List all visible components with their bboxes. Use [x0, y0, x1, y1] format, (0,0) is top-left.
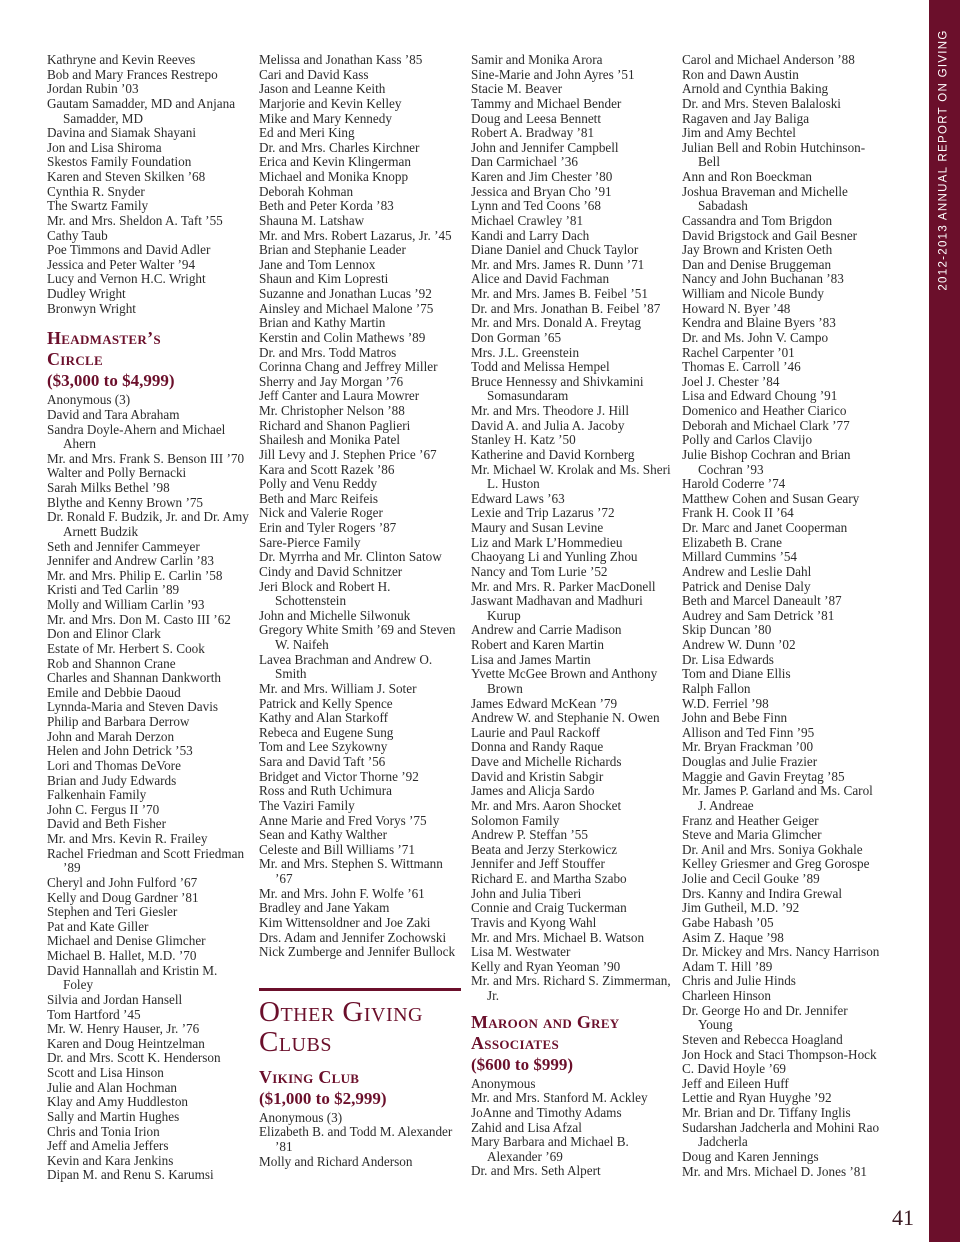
donor-name: Elizabeth B. Crane [682, 534, 782, 550]
donor-name: Franz and Heather Geiger [682, 812, 819, 828]
donor-name: Jennifer and Jeff Stouffer [471, 856, 605, 872]
donor-name: Mike and Mary Kennedy [259, 110, 392, 126]
column-2 [259, 53, 461, 1169]
donor-name: Don and Elinor Clark [47, 626, 161, 642]
donor-name: Brian and Kathy Martin [259, 315, 386, 331]
donor-name: Bob and Mary Frances Restrepo [47, 66, 218, 82]
donor-name: Suzanne and Jonathan Lucas ’92 [259, 286, 432, 301]
donor-list [47, 53, 249, 316]
donor-name: Molly and Richard Anderson [259, 1153, 413, 1169]
donor-name: Mr. James P. Garland and Ms. Carol J. Andreae [682, 783, 873, 813]
donor-name: Andrew and Carrie Madison [471, 622, 622, 638]
donor-name: John and Jennifer Campbell [471, 139, 619, 155]
donor-name: Yvette McGee Brown and Anthony Brown [471, 666, 658, 696]
donor-name: Kendra and Blaine Byers ’83 [682, 315, 836, 331]
donor-list [259, 1111, 461, 1170]
donor-name: Silvia and Jordan Hansell [47, 991, 183, 1007]
donor-name: Deborah Kohman [259, 183, 354, 199]
donor-name: David and Tara Abraham [47, 406, 180, 422]
donor-name: Polly and Carlos Clavijo [682, 432, 813, 448]
donor-name: Deborah and Michael Clark ’77 [682, 417, 850, 433]
donor-name: Michael B. Hallet, M.D. ’70 [47, 948, 197, 963]
donor-name: Mr. and Mrs. Kevin R. Frailey [47, 831, 208, 846]
donor-name: Michael and Monika Knopp [259, 169, 409, 184]
donor-name: Mr. and Mrs. Theodore J. Hill [471, 403, 629, 418]
donor-name: Seth and Jennifer Cammeyer [47, 538, 200, 554]
maroon-grey-associates-amount: ($600 to $999) [471, 1054, 573, 1074]
donor-name: Mr. Brian and Dr. Tiffany Inglis [682, 1105, 851, 1120]
donor-name: Lettie and Ryan Huyghe ’92 [682, 1090, 832, 1106]
donor-name: Mrs. J.L. Greenstein [471, 344, 580, 360]
donor-name: Polly and Venu Reddy [259, 476, 378, 492]
donor-name: Andrew W. and Stephanie N. Owen [471, 710, 660, 726]
viking-club-amount: ($1,000 to $2,999) [259, 1088, 387, 1108]
donor-name: Sine-Marie and John Ayres ’51 [471, 66, 635, 82]
donor-name: Lynnda-Maria and Steven Davis [47, 699, 219, 715]
donor-name: Mr. and Mrs. James B. Feibel ’51 [471, 286, 648, 301]
donor-name: Anonymous [471, 1075, 536, 1091]
donor-name: Mr. and Mrs. John F. Wolfe ’61 [259, 885, 425, 901]
donor-name: Katherine and David Kornberg [471, 446, 635, 462]
donor-name: Mr. and Mrs. William J. Soter [259, 680, 417, 696]
donor-name: Marjorie and Kevin Kelley [259, 95, 402, 111]
donor-name: Anonymous (3) [259, 1109, 343, 1125]
donor-name: Dr. Myrrha and Mr. Clinton Satow [259, 549, 442, 565]
donor-name: Dr. and Ms. John V. Campo [682, 329, 829, 345]
donor-name: Lucy and Vernon H.C. Wright [47, 271, 206, 287]
donor-name: Mr. and Mrs. Sheldon A. Taft ’55 [47, 212, 223, 228]
donor-name: Jim Gutheil, M.D. ’92 [682, 900, 800, 916]
donor-name: Dr. and Mrs. Jonathan B. Feibel ’87 [471, 300, 661, 316]
donor-name: James Edward McKean ’79 [471, 695, 618, 711]
donor-name: Dr. and Mrs. Charles Kirchner [259, 139, 420, 155]
donor-name: Dr. Lisa Edwards [682, 651, 774, 667]
donor-name: Ann and Ron Boeckman [682, 169, 813, 184]
donor-name: Dipan M. and Renu S. Karumsi [47, 1167, 214, 1183]
donor-name: Kara and Scott Razek ’86 [259, 461, 395, 477]
donor-name: Joshua Braveman and Michelle Sabadash [682, 183, 848, 214]
donor-name: Jeff and Eileen Huff [682, 1075, 789, 1091]
donor-name: Charles and Shannan Dankworth [47, 670, 221, 686]
donor-name: Steven and Rebecca Hoagland [682, 1031, 843, 1047]
donor-name: Cheryl and John Fulford ’67 [47, 874, 198, 890]
side-band-label-box [933, 0, 955, 320]
donor-name: Dan and Denise Bruggeman [682, 256, 832, 272]
donor-name: Tom and Diane Ellis [682, 666, 791, 682]
donor-name: Elizabeth B. and Todd M. Alexander ’81 [259, 1124, 453, 1154]
section-title-line: Associates [471, 1032, 560, 1053]
donor-name: Howard N. Byer ’48 [682, 300, 791, 316]
donor-name: Estate of Mr. Herbert S. Cook [47, 640, 205, 656]
donor-name: Jill Levy and J. Stephen Price ’67 [259, 446, 437, 462]
donor-name: John and Bebe Finn [682, 710, 788, 726]
donor-name: Julian Bell and Robin Hutchinson-Bell [682, 139, 866, 170]
donor-list [47, 393, 249, 1183]
donor-name: Jeff Canter and Laura Mowrer [259, 388, 420, 404]
donor-name: Adam T. Hill ’89 [682, 958, 773, 974]
donor-name: Mr. and Mrs. Frank S. Benson III ’70 [47, 450, 245, 466]
donor-name: Shailesh and Monika Patel [259, 432, 401, 448]
donor-name: Jessica and Peter Walter ’94 [47, 256, 196, 272]
donor-name: Sarah Milks Bethel ’98 [47, 480, 170, 495]
donor-name: Nancy and Tom Lurie ’52 [471, 563, 608, 579]
column-4 [682, 53, 884, 1179]
donor-name: Karen and Jim Chester ’80 [471, 169, 613, 184]
donor-name: Lisa and Edward Choung ’91 [682, 388, 838, 404]
donor-name: Cari and David Kass [259, 66, 369, 82]
donor-name: Frank H. Cook II ’64 [682, 505, 794, 521]
donor-name: Doug and Leesa Bennett [471, 110, 602, 126]
donor-name: Liz and Mark L’Hommedieu [471, 534, 623, 550]
donor-name: Mr. and Mrs. Richard S. Zimmerman, Jr. [471, 973, 671, 1003]
donor-name: David Hannallah and Kristin M. Foley [47, 962, 218, 993]
donor-name: David and Beth Fisher [47, 816, 167, 832]
donor-name: Brian and Stephanie Leader [259, 242, 406, 258]
donor-name: Dudley Wright [47, 286, 126, 301]
donor-name: Dr. Anil and Mrs. Soniya Gokhale [682, 841, 863, 857]
donor-name: Michael Crawley ’81 [471, 212, 584, 228]
donor-name: Mr. Bryan Frackman ’00 [682, 739, 814, 755]
donor-name: Mr. and Mrs. Michael D. Jones ’81 [682, 1163, 867, 1179]
donor-name: Jane and Tom Lennox [259, 256, 376, 272]
report-title-vertical: 2012-2013 ANNUAL REPORT ON GIVING [938, 29, 950, 291]
donor-name: Jaswant Madhavan and Madhuri Kurup [471, 593, 643, 623]
column-3 [471, 53, 673, 1179]
donor-name: Patrick and Denise Daly [682, 578, 811, 594]
donor-name: Richard and Shanon Paglieri [259, 417, 411, 433]
donor-name: Dan Carmichael ’36 [471, 154, 578, 170]
donor-name: Nick Zumberge and Jennifer Bullock [259, 944, 456, 960]
donor-name: Allison and Ted Finn ’95 [682, 724, 815, 740]
section-title-line: Circle [47, 349, 103, 370]
donor-name: James and Alicja Sardo [471, 783, 595, 799]
donor-name: Jolie and Cecil Gouke ’89 [682, 871, 820, 886]
donor-name: Jay Brown and Kristen Oeth [682, 242, 833, 258]
donor-name: Dave and Michelle Richards [471, 754, 622, 769]
donor-name: Don Gorman ’65 [471, 329, 562, 345]
donor-name: Bronwyn Wright [47, 300, 136, 316]
headmasters-circle-amount: ($3,000 to $4,999) [47, 371, 175, 391]
donor-name: Doug and Karen Jennings [682, 1148, 819, 1164]
section-divider [259, 988, 461, 991]
donor-name: Dr. Ronald F. Budzik, Jr. and Dr. Amy Arnett Budzik [47, 509, 249, 539]
donor-name: Dr. and Mrs. Todd Matros [259, 344, 397, 360]
donor-name: Donna and Randy Raque [471, 739, 604, 755]
donor-name: Jim and Amy Bechtel [682, 125, 796, 141]
donor-name: Sare-Pierce Family [259, 534, 361, 550]
donor-name: Laurie and Paul Rackoff [471, 724, 601, 740]
donor-name: Pat and Kate Giller [47, 918, 149, 934]
donor-name: Chris and Tonia Irion [47, 1123, 160, 1139]
donor-name: Mr. and Mrs. Donald A. Freytag [471, 315, 641, 331]
donor-name: Dr. Marc and Janet Cooperman [682, 520, 848, 535]
donor-name: Maggie and Gavin Freytag ’85 [682, 768, 845, 784]
donor-name: Samir and Monika Arora [471, 52, 603, 67]
donor-name: Rachel Carpenter ’01 [682, 344, 795, 360]
maroon-grey-associates-title [471, 1012, 673, 1054]
donor-name: Kim Wittensoldner and Joe Zaki [259, 914, 431, 930]
donor-name: Walter and Polly Bernacki [47, 465, 187, 481]
donor-name: Tom and Lee Szykowny [259, 739, 388, 755]
donor-name: Julie and Alan Hochman [47, 1079, 178, 1095]
donor-name: Charleen Hinson [682, 988, 771, 1003]
donor-name: Ainsley and Michael Malone ’75 [259, 300, 434, 316]
donor-name: Rachel Friedman and Scott Friedman ’89 [47, 845, 245, 876]
donor-name: Kelly and Doug Gardner ’81 [47, 889, 199, 905]
donor-name: Jason and Leanne Keith [259, 81, 386, 97]
donor-name: John and Marah Derzon [47, 728, 175, 744]
donor-name: Andrew and Leslie Dahl [682, 563, 812, 579]
donor-name: Sherry and Jay Morgan ’76 [259, 373, 404, 389]
donor-name: Tammy and Michael Bender [471, 95, 622, 111]
donor-name: Rob and Shannon Crane [47, 655, 176, 671]
donor-name: Audrey and Sam Detrick ’81 [682, 607, 835, 623]
donor-name: Andrew P. Steffan ’55 [471, 827, 588, 843]
donor-name: Melissa and Jonathan Kass ’85 [259, 52, 423, 67]
donor-name: Beth and Peter Korda ’83 [259, 198, 394, 214]
donor-name: Diane Daniel and Chuck Taylor [471, 242, 639, 258]
donor-name: Kerstin and Colin Mathews ’89 [259, 329, 426, 345]
donor-name: Travis and Kyong Wahl [471, 914, 597, 930]
donor-name: Robert and Karen Martin [471, 637, 604, 652]
donor-name: Domenico and Heather Ciarico [682, 403, 847, 418]
donor-name: Dr. and Mrs. Scott K. Henderson [47, 1050, 221, 1066]
donor-name: Kandi and Larry Dach [471, 227, 590, 243]
donor-name: Sudarshan Jadcherla and Mohini Rao Jadcherla [682, 1119, 880, 1150]
donor-name: Mr. and Mrs. Aaron Shocket [471, 797, 622, 813]
donor-name: Maury and Susan Levine [471, 520, 604, 535]
donor-name: Mr. and Mrs. Stephen S. Wittmann ’67 [259, 856, 443, 886]
donor-name: Chris and Julie Hinds [682, 973, 796, 989]
donor-name: Ed and Meri King [259, 125, 355, 141]
donor-name: Kelly and Ryan Yeoman ’90 [471, 958, 621, 974]
section-title-line: Headmaster’s [47, 328, 161, 349]
donor-name: Sean and Kathy Walther [259, 827, 387, 843]
donor-name: Mr. and Mrs. Stanford M. Ackley [471, 1090, 648, 1106]
donor-name: Millard Cummins ’54 [682, 549, 798, 565]
donor-name: Karen and Doug Heintzelman [47, 1035, 205, 1051]
donor-name: The Vaziri Family [259, 797, 355, 813]
donor-name: Edward Laws ’63 [471, 490, 565, 506]
donor-name: Poe Timmons and David Adler [47, 242, 211, 258]
donor-name: Steve and Maria Glimcher [682, 827, 822, 843]
donor-list [259, 53, 461, 960]
donor-name: Jon and Lisa Shiroma [47, 139, 162, 155]
viking-club-title: Viking Club [259, 1066, 360, 1087]
donor-name: Gautam Samadder, MD and Anjana Samadder, MD [47, 95, 236, 126]
donor-name: JoAnne and Timothy Adams [471, 1104, 622, 1120]
donor-name: Scott and Lisa Hinson [47, 1065, 164, 1080]
donor-name: Stacie M. Beaver [471, 81, 563, 97]
donor-name: Lisa and James Martin [471, 651, 591, 667]
donor-name: Solomon Family [471, 812, 560, 828]
donor-name: Kelley Griesmer and Greg Gorospe [682, 856, 870, 872]
donor-name: Bruce Hennessy and Shivkamini Somasundaram [471, 373, 644, 404]
donor-name: Stephen and Teri Giesler [47, 904, 178, 920]
donor-name: C. David Hoyle ’69 [682, 1061, 787, 1077]
donor-name: Chaoyang Li and Yunling Zhou [471, 549, 638, 565]
donor-name: Harold Coderre ’74 [682, 476, 786, 492]
donor-name: Karen and Steven Skilken ’68 [47, 169, 206, 184]
donor-name: Cynthia R. Snyder [47, 183, 145, 199]
donor-name: Nancy and John Buchanan ’83 [682, 271, 844, 287]
donor-name: Nick and Valerie Roger [259, 505, 383, 521]
donor-name: Gabe Habash ’05 [682, 914, 774, 930]
donor-list [682, 53, 884, 1179]
donor-name: Lori and Thomas DeVore [47, 757, 181, 773]
donor-name: W.D. Ferriel ’98 [682, 695, 769, 711]
donor-name: Ralph Fallon [682, 680, 751, 696]
donor-name: Drs. Kanny and Indira Grewal [682, 885, 843, 901]
donor-name: Lavea Brachman and Andrew O. Smith [259, 651, 433, 682]
donor-list [471, 53, 673, 1004]
donor-name: David A. and Julia A. Jacoby [471, 417, 625, 433]
donor-name: Anne Marie and Fred Vorys ’75 [259, 812, 427, 828]
donor-name: Kathryne and Kevin Reeves [47, 52, 196, 67]
donor-name: Julie Bishop Cochran and Brian Cochran ’93 [682, 446, 851, 477]
donor-name: Philip and Barbara Derrow [47, 714, 190, 729]
side-band [929, 0, 960, 1242]
donor-name: Skestos Family Foundation [47, 154, 192, 170]
donor-name: Joel J. Chester ’84 [682, 373, 780, 389]
donor-name: Stanley H. Katz ’50 [471, 432, 576, 448]
donor-name: Beata and Jerzy Sterkowicz [471, 841, 618, 857]
donor-name: David and Kristin Sabgir [471, 768, 604, 784]
section-title-line: Maroon and Grey [471, 1011, 620, 1032]
donor-name: Carol and Michael Anderson ’88 [682, 52, 855, 67]
donor-name: John and Michelle Silwonuk [259, 607, 411, 623]
donor-name: Dr. and Mrs. Steven Balaloski [682, 95, 841, 111]
donor-name: Anonymous (3) [47, 392, 131, 408]
donor-name: Ross and Ruth Uchimura [259, 783, 392, 799]
donor-name: Michael and Denise Glimcher [47, 933, 206, 949]
donor-name: Skip Duncan ’80 [682, 622, 772, 638]
donor-name: Lexie and Trip Lazarus ’72 [471, 505, 615, 521]
donor-name: Shaun and Kim Lopresti [259, 271, 389, 287]
donor-name: Molly and William Carlin ’93 [47, 597, 205, 612]
donor-name: Gregory White Smith ’69 and Steven W. Naifeh [259, 622, 456, 652]
donor-name: Patrick and Kelly Spence [259, 695, 393, 711]
donor-name: Mr. and Mrs. Don M. Casto III ’62 [47, 611, 231, 627]
donor-name: Erica and Kevin Klingerman [259, 154, 411, 170]
donor-name: Jessica and Bryan Cho ’91 [471, 183, 612, 199]
donor-name: Zahid and Lisa Afzal [471, 1119, 582, 1135]
donor-name: Mr. Michael W. Krolak and Ms. Sheri L. Huston [471, 461, 671, 492]
donor-name: Jon Hock and Staci Thompson-Hock [682, 1046, 877, 1062]
donor-name: Todd and Melissa Hempel [471, 359, 610, 375]
donor-name: Erin and Tyler Rogers ’87 [259, 520, 397, 535]
donor-name: Jordan Rubin ’03 [47, 81, 139, 97]
donor-name: Davina and Siamak Shayani [47, 125, 197, 141]
donor-name: Cindy and David Schnitzer [259, 563, 403, 579]
donor-name: John C. Fergus II ’70 [47, 801, 160, 817]
donor-name: Beth and Marc Reifeis [259, 490, 379, 506]
donor-name: Jeri Block and Robert H. Schottenstein [259, 578, 391, 609]
donor-name: Dr. Mickey and Mrs. Nancy Harrison [682, 944, 880, 960]
page-number: 41 [892, 1205, 914, 1230]
donor-name: Jeff and Amelia Jeffers [47, 1138, 169, 1154]
donor-name: Lisa M. Westwater [471, 944, 571, 960]
donor-name: Brian and Judy Edwards [47, 772, 177, 788]
donor-name: Dr. and Mrs. Seth Alpert [471, 1163, 601, 1179]
donor-name: Falkenhain Family [47, 787, 147, 803]
donor-name: Mr. and Mrs. James R. Dunn ’71 [471, 256, 645, 272]
donor-name: Cathy Taub [47, 227, 108, 243]
donor-name: Blythe and Kenny Brown ’75 [47, 494, 204, 510]
donor-name: Matthew Cohen and Susan Geary [682, 490, 860, 506]
donor-name: Robert A. Bradway ’81 [471, 125, 595, 141]
donor-name: Mr. and Mrs. Michael B. Watson [471, 929, 645, 945]
donor-name: Kristi and Ted Carlin ’89 [47, 582, 180, 598]
headmasters-circle-title [47, 328, 249, 370]
donor-name: Ron and Dawn Austin [682, 66, 799, 82]
donor-name: Jennifer and Andrew Carlin ’83 [47, 553, 214, 569]
donor-name: Shauna M. Latshaw [259, 212, 365, 228]
donor-name: Bradley and Jane Yakam [259, 900, 390, 916]
donor-name: Helen and John Detrick ’53 [47, 743, 193, 759]
donor-name: Andrew W. Dunn ’02 [682, 637, 796, 652]
donor-name: Mr. and Mrs. Philip E. Carlin ’58 [47, 567, 223, 583]
donor-name: Thomas E. Carroll ’46 [682, 359, 801, 375]
donor-name: Arnold and Cynthia Baking [682, 81, 829, 97]
donor-name: Corinna Chang and Jeffrey Miller [259, 359, 438, 375]
donor-name: Mr. and Mrs. R. Parker MacDonell [471, 578, 656, 594]
donor-list [471, 1077, 673, 1179]
donor-name: Mr. and Mrs. Robert Lazarus, Jr. ’45 [259, 227, 452, 243]
donor-name: Rebeca and Eugene Sung [259, 724, 394, 740]
section-title-line: Clubs [259, 1025, 332, 1058]
donor-name: David Brigstock and Gail Besner [682, 227, 858, 243]
other-giving-clubs-title [259, 997, 461, 1057]
donor-name: Mr. Christopher Nelson ’88 [259, 403, 405, 418]
donor-name: Sara and David Taft ’56 [259, 754, 386, 769]
donor-name: Bridget and Victor Thorne ’92 [259, 768, 419, 784]
donor-name: Celeste and Bill Williams ’71 [259, 841, 415, 857]
donor-name: Kevin and Kara Jenkins [47, 1152, 174, 1168]
donor-name: Asim Z. Haque ’98 [682, 929, 784, 945]
donor-name: Drs. Adam and Jennifer Zochowski [259, 929, 447, 945]
donor-name: Emile and Debbie Daoud [47, 684, 181, 700]
donor-name: Lynn and Ted Coons ’68 [471, 198, 601, 214]
column-1 [47, 53, 249, 1183]
donor-name: Sandra Doyle-Ahern and Michael Ahern [47, 421, 226, 452]
donor-name: Klay and Amy Huddleston [47, 1094, 189, 1110]
donor-name: Connie and Craig Tuckerman [471, 900, 627, 916]
donor-name: The Swartz Family [47, 198, 149, 214]
donor-name: Sally and Martin Hughes [47, 1108, 180, 1124]
donor-name: Cassandra and Tom Brigdon [682, 212, 833, 228]
donor-name: Alice and David Fachman [471, 271, 610, 287]
donor-name: Richard E. and Martha Szabo [471, 871, 627, 886]
donor-name: Ragaven and Jay Baliga [682, 110, 810, 126]
donor-name: Tom Hartford ’45 [47, 1006, 141, 1022]
donor-name: Kathy and Alan Starkoff [259, 710, 389, 726]
donor-name: William and Nicole Bundy [682, 286, 824, 301]
section-title-line: Other Giving [259, 995, 424, 1028]
donor-name: Dr. George Ho and Dr. Jennifer Young [682, 1002, 848, 1033]
donor-name: Douglas and Julie Frazier [682, 754, 818, 769]
donor-name: Mary Barbara and Michael B. Alexander ’69 [471, 1134, 629, 1164]
donor-name: Mr. W. Henry Hauser, Jr. ’76 [47, 1021, 200, 1037]
donor-name: Beth and Marcel Daneault ’87 [682, 593, 842, 609]
donor-name: John and Julia Tiberi [471, 885, 582, 901]
